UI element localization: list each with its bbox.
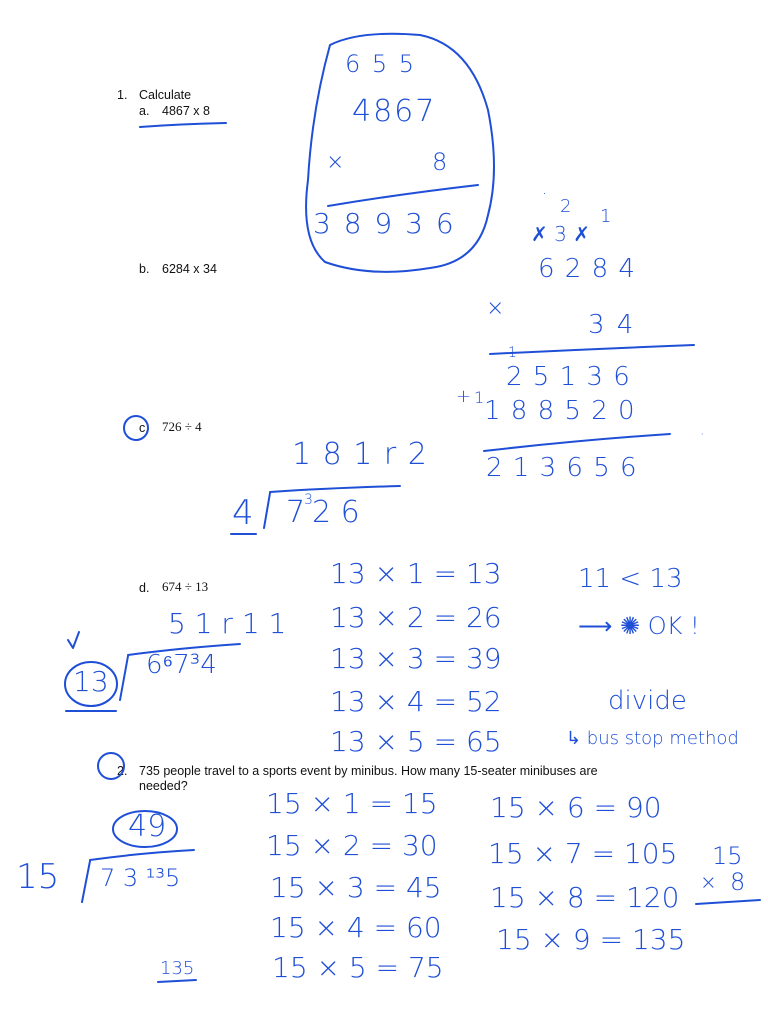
q1d-text: 674 ÷ 13	[162, 579, 209, 594]
q1b-rule2	[484, 434, 670, 451]
q1b-carry-1: 1	[600, 206, 612, 227]
q1d-table-row-5: 13 × 5 = 65	[330, 725, 502, 758]
q1a-letter: a.	[139, 104, 150, 118]
q1b-rule1	[490, 345, 694, 354]
q2-table-right-2: 15 × 7 = 105	[488, 837, 678, 870]
q1c-text: 726 ÷ 4	[162, 419, 202, 434]
q2-side-top: 15	[712, 842, 743, 870]
q1b-carry-dot: ·	[542, 184, 548, 203]
q1c-dividend-rest: 2 6	[312, 495, 360, 530]
q1c-circle	[124, 416, 148, 440]
q1b-row1: 2 5 1 3 6	[506, 362, 631, 392]
q1-title: Calculate	[139, 88, 192, 102]
q1d-dividend: 6⁶7³4	[146, 650, 217, 680]
q2-table-left-4: 15 × 4 = 60	[270, 911, 442, 944]
q2-side-times: ×	[700, 870, 717, 894]
q2-table-left-5: 15 × 5 = 75	[272, 951, 444, 984]
q2-bracket-top	[90, 850, 194, 860]
q2-line2: needed?	[139, 779, 188, 793]
q1c-bracket-side	[264, 493, 270, 528]
q2-circle	[98, 753, 124, 779]
q1d-note-divide: divide	[608, 686, 687, 716]
q1b-carry-2: 2	[560, 196, 572, 217]
q1d-quotient: 5 1 r 1 1	[168, 607, 287, 640]
q2-table-right-1: 15 × 6 = 90	[490, 791, 662, 824]
q2-side-bottom: 8	[730, 868, 746, 896]
q2-divisor: 15	[16, 857, 60, 897]
q1d-note-compare: 11 < 13	[578, 564, 683, 594]
q2-scribble: 135	[160, 958, 195, 979]
q1d-check	[68, 632, 79, 648]
q1a-multiplier: 8	[432, 148, 448, 176]
q1b-top-number: 6 2 8 4	[538, 254, 636, 284]
q2-table-left-2: 15 × 2 = 30	[266, 829, 438, 862]
q1d-table-row-1: 13 × 1 = 13	[330, 557, 502, 590]
q2-line1: 735 people travel to a sports event by minibus. How many 15-seater minibuses are	[139, 764, 598, 778]
q1d-bracket-side	[120, 656, 128, 700]
q1d-note-method: ↳ bus stop method	[566, 728, 739, 749]
q1c-bracket-top	[270, 486, 400, 492]
q1b-row2-carry: 1	[474, 388, 485, 407]
q1a-result: 3 8 9 3 6	[313, 207, 456, 240]
q2-side-rule	[696, 900, 760, 904]
q2-table-right-4: 15 × 9 = 135	[496, 923, 686, 956]
q1b-text: 6284 x 34	[162, 262, 217, 276]
q1c-carry: 3	[304, 492, 313, 508]
q1b-row1-carry: 1	[508, 345, 517, 361]
q1a-text: 4867 x 8	[162, 104, 210, 118]
q1b-result: 2 1 3 6 5 6	[486, 453, 638, 483]
q1b-plus: +	[456, 386, 472, 407]
q1c-dividend-first: 7	[286, 495, 306, 530]
q1b-struck-carries: ✗ 3 ✗	[531, 222, 590, 246]
q1b-multiplier: 3 4	[588, 310, 636, 340]
q1b-times: ×	[486, 296, 505, 321]
q1d-table-row-3: 13 × 3 = 39	[330, 642, 502, 675]
q1b-stray-dot: ·	[700, 427, 705, 443]
q1d-divisor: 13	[73, 665, 109, 698]
q2-scribble-underline	[158, 980, 196, 982]
q1b-letter: b.	[139, 262, 150, 276]
q1b-row2: 1 8 8 5 2 0	[484, 396, 636, 426]
q1d-table-row-4: 13 × 4 = 52	[330, 685, 502, 718]
q1a-carries: 6 5 5	[345, 50, 417, 78]
q2-number: 2.	[117, 764, 128, 778]
q1d-letter: d.	[139, 581, 150, 595]
q2-dividend: 7 3 ¹³5	[100, 864, 181, 892]
q2-bracket-side	[82, 861, 90, 902]
q2-table-right-3: 15 × 8 = 120	[490, 881, 680, 914]
q1a-top-number: 4867	[352, 94, 437, 129]
q1c-divisor: 4	[232, 493, 254, 533]
q1a-rule	[328, 185, 478, 206]
q1c-letter: c.	[139, 421, 149, 435]
q1-number: 1.	[117, 88, 128, 102]
q1a-underline	[140, 123, 226, 127]
q1c-quotient: 1 8 1 r 2	[292, 437, 428, 472]
q1a-times: ×	[326, 150, 345, 175]
q2-answer: 49	[128, 809, 167, 844]
q1d-table-row-2: 13 × 2 = 26	[330, 601, 502, 634]
q2-table-left-1: 15 × 1 = 15	[266, 787, 438, 820]
q1d-note-ok: ⟶ ✺ OK !	[578, 612, 700, 640]
q2-table-left-3: 15 × 3 = 45	[270, 871, 442, 904]
